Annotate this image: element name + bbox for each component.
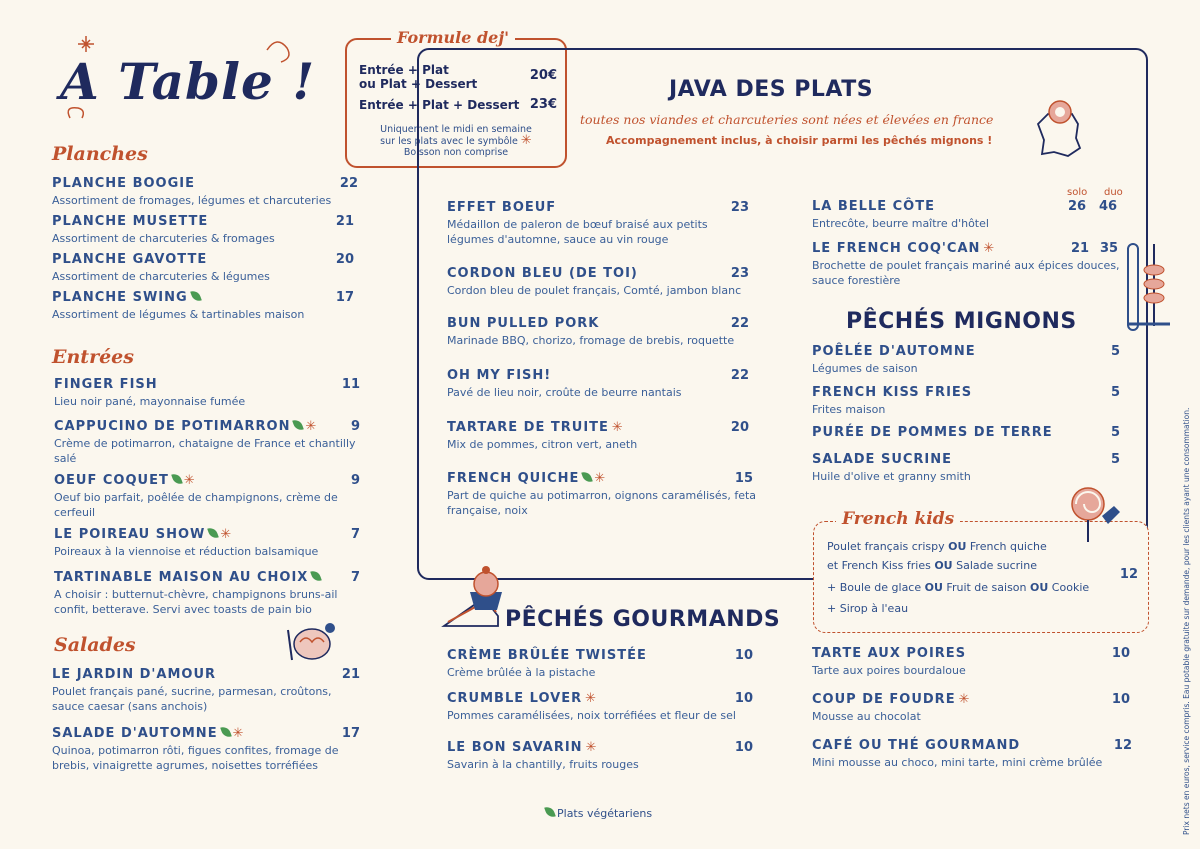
dessert-icon bbox=[440, 562, 504, 632]
brand-title: A Table ! bbox=[60, 52, 316, 111]
menu-item: CAPPUCINO DE POTIMARRON ✳ Crème de potimarron, chataigne de France et chantilly salé 9 bbox=[54, 419, 360, 465]
leaf-icon bbox=[208, 526, 220, 540]
menu-item: LE JARDIN D'AMOUR Poulet français pané, sucrine, parmesan, croûtons, sauce caesar (sans anchois) 21 bbox=[52, 667, 360, 713]
brand-logo bbox=[52, 30, 316, 125]
formule-price2: 23€ bbox=[529, 97, 557, 112]
leaf-icon bbox=[544, 805, 556, 819]
menu-item: TARTINABLE MAISON AU CHOIX A choisir : butternut-chèvre, champignons bruns-ail confit, betterave. Servi avec toasts de pain bio 7 bbox=[54, 570, 360, 616]
star-icon: ✳ bbox=[183, 473, 196, 488]
kids-price: 12 bbox=[1119, 567, 1138, 582]
formule-opt2: Entrée + Plat + Dessert bbox=[359, 98, 520, 112]
menu-item: COUP DE FOUDRE ✳ Mousse au chocolat 10 bbox=[812, 692, 1130, 723]
menu-item: TARTE AUX POIRES Tarte aux poires bourdaloue 10 bbox=[812, 646, 1130, 677]
star-icon: ✳ bbox=[983, 241, 996, 256]
plats-subtitle: toutes nos viandes et charcuteries sont nées et élevées en france bbox=[580, 112, 994, 127]
formule-title: Formule dej' bbox=[391, 28, 515, 47]
menu-item: FRENCH KISS FRIES Frites maison 5 bbox=[812, 385, 1120, 416]
gourmands-title: PÊCHÉS GOURMANDS bbox=[505, 607, 781, 632]
france-map-icon bbox=[1030, 96, 1082, 160]
menu-item: PLANCHE GAVOTTE Assortiment de charcuteries & légumes 20 bbox=[52, 252, 354, 283]
menu-item: LE BON SAVARIN ✳ Savarin à la chantilly, fruits rouges 10 bbox=[447, 740, 753, 771]
star-icon: ✳ bbox=[958, 692, 971, 707]
star-icon: ✳ bbox=[220, 527, 233, 542]
star-icon: ✳ bbox=[585, 691, 598, 706]
salad-bowl-icon bbox=[282, 620, 338, 662]
menu-item: LA BELLE CÔTE Entrecôte, beurre maître d'hôtel 26 46 bbox=[812, 199, 1118, 230]
planches-title: Planches bbox=[52, 143, 148, 165]
menu-item: PLANCHE SWING Assortiment de légumes & tartinables maison 17 bbox=[52, 290, 354, 321]
star-icon: ✳ bbox=[585, 740, 598, 755]
kids-line4: + Sirop à l'eau bbox=[827, 602, 909, 615]
formule-price1: 20€ bbox=[529, 68, 557, 83]
plats-note: Accompagnement inclus, à choisir parmi les pêchés mignons ! bbox=[606, 134, 993, 147]
star-icon: ✳ bbox=[232, 726, 245, 741]
leaf-icon bbox=[171, 472, 183, 486]
menu-item: OEUF COQUET ✳ Oeuf bio parfait, poêlée de champignons, crème de cerfeuil 9 bbox=[54, 473, 360, 519]
menu-item: TARTARE DE TRUITE ✳ Mix de pommes, citron vert, aneth 20 bbox=[447, 420, 749, 451]
lollipop-icon bbox=[1062, 486, 1122, 544]
leaf-icon bbox=[311, 569, 323, 583]
menu-item: SALADE D'AUTOMNE ✳ Quinoa, potimarron rôti, figues confites, fromage de brebis, vinaigrette agrumes, noisettes torréfiées 17 bbox=[52, 726, 360, 772]
menu-item: FINGER FISH Lieu noir pané, mayonnaise fumée 11 bbox=[54, 377, 360, 408]
menu-item: BUN PULLED PORK Marinade BBQ, chorizo, fromage de brebis, roquette 22 bbox=[447, 316, 749, 347]
menu-item: CRÈME BRÛLÉE TWISTÉE Crème brûlée à la pistache 10 bbox=[447, 648, 753, 679]
menu-item: FRENCH QUICHE ✳ Part de quiche au potimarron, oignons caramélisés, feta française, noix 15 bbox=[447, 471, 757, 517]
formule-opt1: Entrée + Plat bbox=[359, 63, 449, 77]
menu-item: CRUMBLE LOVER ✳ Pommes caramélisées, noix torréfiées et fleur de sel 10 bbox=[447, 691, 753, 722]
kids-line1: Poulet français crispy OU French quiche bbox=[827, 540, 1047, 553]
star-icon: ✳ bbox=[305, 419, 318, 434]
menu-item: LE FRENCH COQ'CAN ✳ Brochette de poulet français mariné aux épices douces, sauce forestière 21 35 bbox=[812, 241, 1120, 287]
menu-item: OH MY FISH! Pavé de lieu noir, croûte de beurre nantais 22 bbox=[447, 368, 749, 399]
leaf-icon bbox=[582, 470, 594, 484]
menu-item: CORDON BLEU (DE TOI) Cordon bleu de poulet français, Comté, jambon blanc 23 bbox=[447, 266, 749, 297]
formule-opt1b: ou Plat + Dessert bbox=[359, 77, 478, 91]
menu-item: EFFET BOEUF Médaillon de paleron de bœuf braisé aux petits légumes d'automne, sauce au vin rouge 23 bbox=[447, 200, 749, 246]
menu-item: PLANCHE MUSETTE Assortiment de charcuteries & fromages 21 bbox=[52, 214, 354, 245]
menu-item: CAFÉ OU THÉ GOURMAND Mini mousse au choco, mini tarte, mini crème brûlée 12 bbox=[812, 738, 1132, 769]
plats-title: JAVA DES PLATS bbox=[669, 77, 874, 102]
duo-label: duo bbox=[1104, 187, 1123, 198]
kids-line3: + Boule de glace OU Fruit de saison OU Cookie bbox=[827, 581, 1090, 594]
menu-item: SALADE SUCRINE Huile d'olive et granny smith 5 bbox=[812, 452, 1120, 483]
solo-label: solo bbox=[1067, 187, 1088, 198]
mignons-title: PÊCHÉS MIGNONS bbox=[846, 309, 1077, 334]
entrees-title: Entrées bbox=[52, 346, 134, 368]
side-note: Prix nets en euros, service compris. Eau potable gratuite sur demande, pour les clients ayant une consommation. bbox=[1182, 407, 1191, 835]
skewer-icon bbox=[1124, 240, 1174, 336]
menu-item: PLANCHE BOOGIE Assortiment de fromages, légumes et charcuteries 22 bbox=[52, 176, 358, 207]
kids-line2: et French Kiss fries OU Salade sucrine bbox=[827, 559, 1037, 572]
menu-item: LE POIREAU SHOW ✳ Poireaux à la viennoise et réduction balsamique 7 bbox=[54, 527, 360, 558]
star-icon: ✳ bbox=[520, 133, 532, 148]
star-icon: ✳ bbox=[594, 471, 607, 486]
formule-note: Uniquement le midi en semaine sur les plats avec le symbôle ✳ Boisson non comprise bbox=[380, 124, 532, 158]
leaf-icon bbox=[190, 289, 202, 303]
star-icon: ✳ bbox=[611, 420, 624, 435]
leaf-icon bbox=[293, 418, 305, 432]
salades-title: Salades bbox=[54, 634, 136, 656]
menu-item: POÊLÉE D'AUTOMNE Légumes de saison 5 bbox=[812, 344, 1120, 375]
kids-title: French kids bbox=[836, 509, 960, 529]
veg-legend: Plats végétariens bbox=[546, 806, 652, 820]
menu-item: PURÉE DE POMMES DE TERRE 5 bbox=[812, 425, 1120, 440]
leaf-icon bbox=[220, 725, 232, 739]
